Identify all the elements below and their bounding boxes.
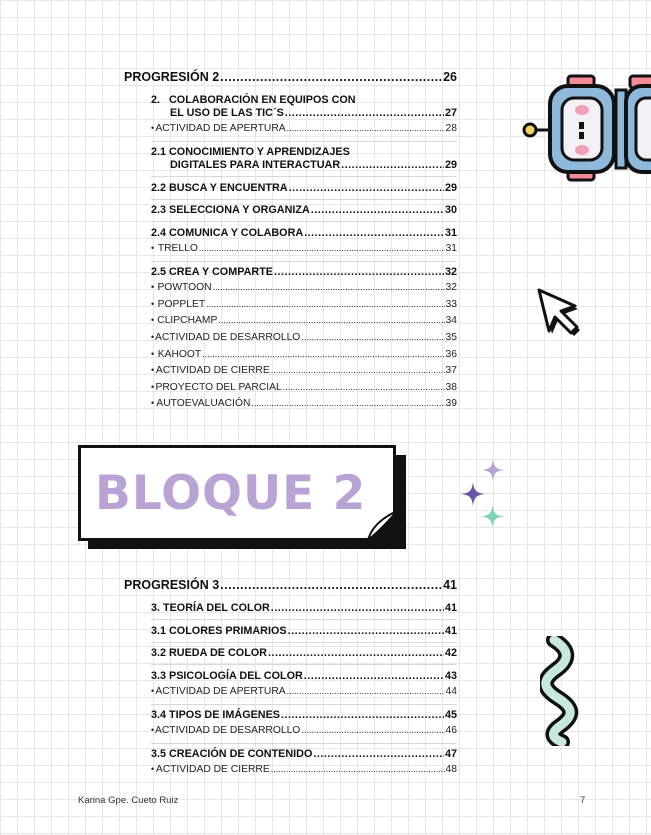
toc-heading[interactable]: 2.3 SELECCIONA Y ORGANIZA ..... 30 — [124, 204, 457, 216]
bloque-title: BLOQUE 2 — [95, 465, 367, 521]
toc-item[interactable]: • AUTOEVALUACIÓN ..... 39 — [124, 398, 457, 409]
toc-heading[interactable]: 3.1 COLORES PRIMARIOS ..... 41 — [124, 625, 457, 637]
toc-item[interactable]: • ACTIVIDAD DE CIERRE ..... 48 — [124, 764, 457, 775]
sparkle-icon — [482, 459, 504, 481]
toc-item[interactable]: • ACTIVIDAD DE CIERRE ..... 37 — [124, 365, 457, 376]
toc-heading[interactable]: 2.2 BUSCA Y ENCUENTRA ..... 29 — [124, 182, 457, 194]
toc-heading[interactable]: 2.4 COMUNICA Y COLABORA ..... 31 — [124, 227, 457, 239]
toc-item[interactable]: • CLIPCHAMP ..... 34 — [124, 315, 457, 326]
toc-item[interactable]: • PROYECTO DEL PARCIAL ..... 38 — [124, 382, 457, 393]
toc-heading[interactable]: 3.4 TIPOS DE IMÁGENES ..... 45 — [124, 709, 457, 721]
bloque-banner — [78, 445, 408, 551]
toc-heading[interactable]: 3.3 PSICOLOGÍA DEL COLOR ..... 43 — [124, 670, 457, 682]
banner-card — [78, 445, 396, 541]
sparkle-icon — [461, 482, 485, 506]
toc-heading-continued[interactable]: DIGITALES PARA INTERACTUAR ..... 29 — [124, 159, 457, 171]
toc-item[interactable]: • POPPLET ..... 33 — [124, 299, 457, 310]
toc-item[interactable]: • ACTIVIDAD DE DESARROLLO ..... 46 — [124, 725, 457, 736]
page-fold-icon — [365, 508, 399, 542]
toc-heading-continued[interactable]: EL USO DE LAS TIC´S ..... 27 — [124, 107, 457, 119]
cursor-arrow-icon — [531, 282, 585, 336]
robot-illustration — [520, 72, 651, 184]
toc-item[interactable]: • ACTIVIDAD DE DESARROLLO ..... 35 — [124, 332, 457, 343]
footer-author: Karina Gpe. Cueto Ruiz — [78, 795, 179, 806]
toc-heading[interactable]: 3.2 RUEDA DE COLOR ..... 42 — [124, 647, 457, 659]
toc-heading[interactable]: 2. COLABORACIÓN EN EQUIPOS CON — [151, 94, 356, 106]
toc-item[interactable]: • POWTOON ..... 32 — [124, 282, 457, 293]
toc-heading[interactable]: 2.5 CREA Y COMPARTE ..... 32 — [124, 266, 457, 278]
toc-item[interactable]: • KAHOOT ..... 36 — [124, 349, 457, 360]
toc-item[interactable]: • ACTIVIDAD DE APERTURA ..... 44 — [124, 686, 457, 697]
sparkle-icon — [481, 505, 504, 528]
toc-heading[interactable]: 2.1 CONOCIMIENTO Y APRENDIZAJES — [151, 146, 350, 158]
toc-progression-title[interactable]: PROGRESIÓN 2 ..... 26 — [124, 70, 457, 84]
toc-progression-title[interactable]: PROGRESIÓN 3 ..... 41 — [124, 578, 457, 592]
squiggle-decoration — [540, 636, 582, 746]
toc-item[interactable]: • TRELLO ..... 31 — [124, 243, 457, 254]
toc-heading[interactable]: 3.5 CREACIÓN DE CONTENIDO ..... 47 — [124, 748, 457, 760]
toc-section-1 — [124, 70, 457, 420]
toc-heading[interactable]: 3. TEORÍA DEL COLOR ..... 41 — [124, 602, 457, 614]
toc-section-2 — [124, 578, 457, 778]
toc-item[interactable]: • ACTIVIDAD DE APERTURA ..... 28 — [124, 123, 457, 134]
footer-page-number: 7 — [580, 795, 586, 806]
